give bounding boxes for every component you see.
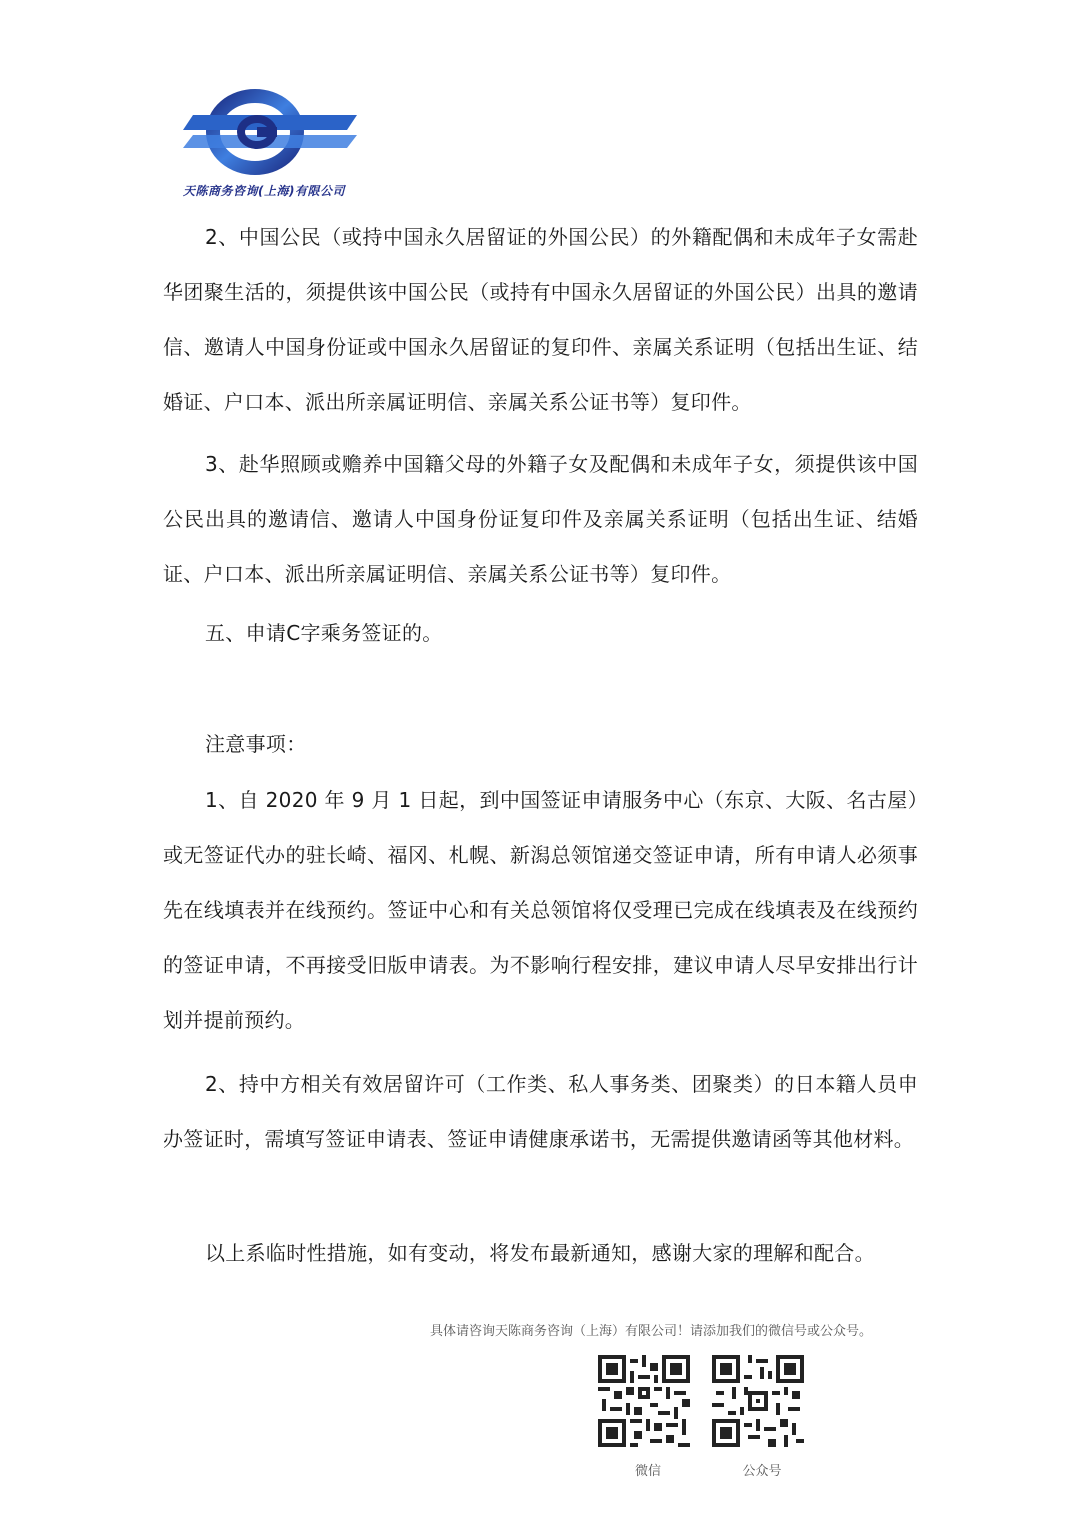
paragraph-note-2: 2、持中方相关有效居留许可（工作类、私人事务类、团聚类）的日本籍人员申办签证时，需填写签证申请表、签证申请健康承诺书，无需提供邀请函等其他材料。	[163, 1072, 918, 1151]
paragraph-closing: 以上系临时性措施，如有变动，将发布最新通知，感谢大家的理解和配合。	[205, 1241, 875, 1265]
wechat-qr-code[interactable]	[598, 1355, 690, 1447]
wechat-qr-label: 微信	[634, 1464, 661, 1479]
notes-heading: 注意事项：	[205, 732, 307, 756]
official-account-qr-code[interactable]	[712, 1355, 804, 1447]
qr-code-icon	[598, 1355, 690, 1447]
footer-contact-note: 具体请咨询天陈商务咨询（上海）有限公司！请添加我们的微信号或公众号。	[430, 1324, 873, 1339]
qr-code-icon	[712, 1355, 804, 1447]
company-logo	[175, 80, 375, 205]
paragraph-note-1: 1、自 2020 年 9 月 1 日起，到中国签证申请服务中心（东京、大阪、名古屋）或无签证代办的驻长崎、福冈、札幌、新潟总领馆递交签证申请，所有申请人必须事先在线填表并在线预约。签证中心和有关总领馆将仅受理已完成在线填表及在线预约的签证申请，不再接受旧版申请表。为不影响行程安排，建议申请人尽早安排出行计划并提前预约。	[163, 788, 918, 1032]
official-account-qr-label: 公众号	[742, 1464, 782, 1479]
paragraph-family-reunion: 2、中国公民（或持中国永久居留证的外国公民）的外籍配偶和未成年子女需赴华团聚生活的，须提供该中国公民（或持有中国永久居留证的外国公民）出具的邀请信、邀请人中国身份证或中国永久居留证的复印件、亲属关系证明（包括出生证、结婚证、户口本、派出所亲属证明信、亲属关系公证书等）复印件。	[163, 225, 918, 414]
paragraph-care-parents: 3、赴华照顾或赡养中国籍父母的外籍子女及配偶和未成年子女，须提供该中国公民出具的邀请信、邀请人中国身份证复印件及亲属关系证明（包括出生证、结婚证、户口本、派出所亲属证明信、亲属关系公证书等）复印件。	[163, 452, 918, 586]
company-logo-icon	[175, 80, 375, 185]
paragraph-c-visa: 五、申请C字乘务签证的。	[205, 621, 443, 645]
company-name: 天陈商务咨询(上海)有限公司	[183, 184, 345, 198]
